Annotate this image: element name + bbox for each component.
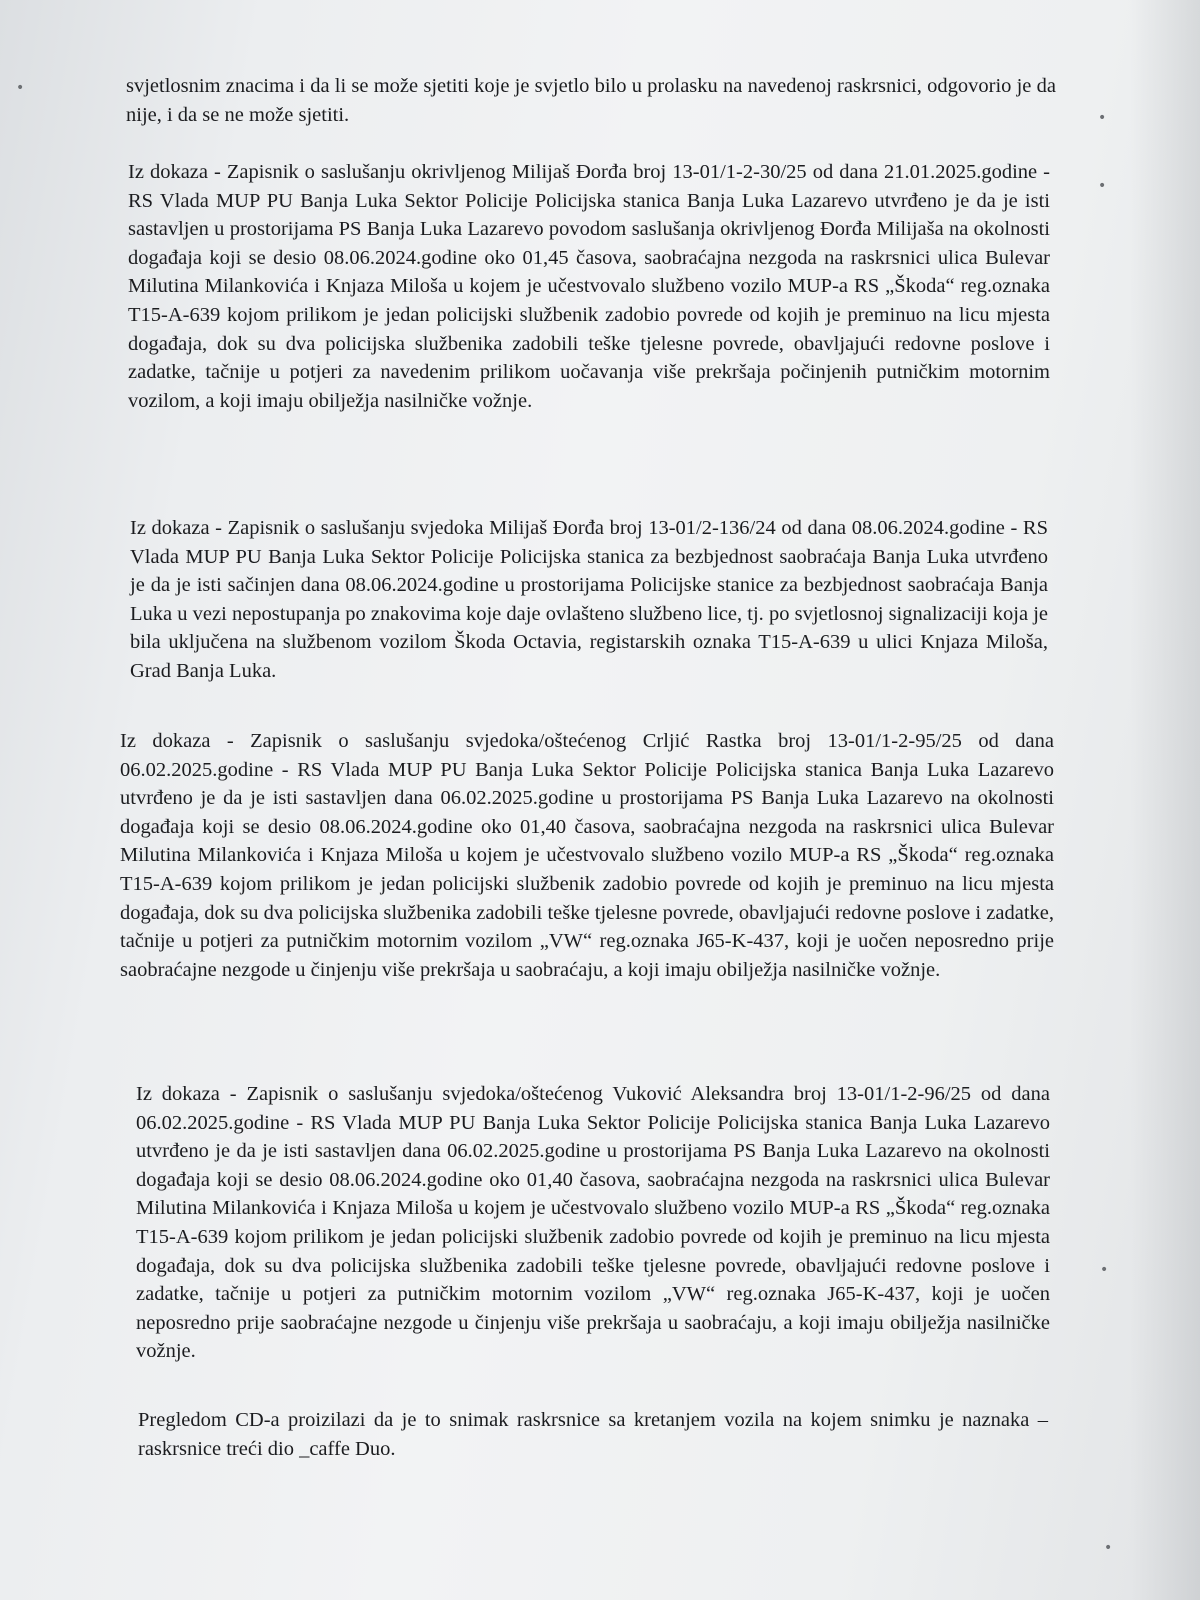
paragraph-cd-review: Pregledom CD-a proizilazi da je to snimak raskrsnice sa kretanjem vozila na kojem snimku je naznaka – raskrsnice treći dio _caffe Duo. (138, 1409, 1048, 1460)
punch-hole-mark: • (1100, 1262, 1109, 1278)
punch-hole-mark: • (1098, 110, 1107, 126)
punch-hole-mark: • (16, 80, 25, 96)
paragraph-evidence-witness-vukovic: Iz dokaza - Zapisnik o saslušanju svjedoka/oštećenog Vuković Aleksandra broj 13-01/1-2-96/25 od dana 06.02.2025.godine - RS Vlada MUP PU Banja Luka Sektor Policije Policijska stanica Banja Luka Lazarevo utvrđeno je da je isti sastavljen dana 06.02.2025.godine u prostorijama PS Banja Luka Lazarevo na okolnosti događaja koji se desio 08.06.2024.godine oko 01,40 časova, saobraćajna nezgoda na raskrsnici ulica Bulevar Milutina Milankovića i Knjaza Miloša u kojem je učestvovalo službeno vozilo MUP-a RS „Škoda“ reg.oznaka T15-A-639 kojom prilikom je jedan policijski službenik zadobio povrede od kojih je preminuo na licu mjesta događaja, dok su dva policijska službenika zadobili teške tjelesne povrede, obavljajući redovne poslove i zadatke, tačnije u potjeri za putničkim motornim vozilom „VW“ reg.oznaka J65-K-437, koji je uočen neposredno prije saobraćajne nezgode u činjenju više prekršaja u saobraćaju, a koji imaju obilježja nasilničke vožnje. (136, 1083, 1050, 1363)
paragraph-evidence-defendant: Iz dokaza - Zapisnik o saslušanju okrivljenog Milijaš Đorđa broj 13-01/1-2-30/25 od dana 21.01.2025.godine - RS Vlada MUP PU Banja Luka Sektor Policije Policijska stanica Banja Luka Lazarevo utvrđeno je da je isti sastavljen u prostorijama PS Banja Luka Lazarevo povodom saslušanja okrivljenog Đorđa Milijaša na okolnosti događaja koji se desio 08.06.2024.godine oko 01,45 časova, saobraćajna nezgoda na raskrsnici ulica Bulevar Milutina Milankovića i Knjaza Miloša u kojem je učestvovalo službeno vozilo MUP-a RS „Škoda“ reg.oznaka T15-A-639 kojom prilikom je jedan policijski službenik zadobio povrede od kojih je preminuo na licu mjesta događaja, dok su dva policijska službenika zadobili teške tjelesne povrede, obavljajući redovne poslove i zadatke, tačnije u potjeri za navedenim prilikom uočavanja više prekršaja počinjenih putničkim motornim vozilom, a koji imaju obilježja nasilničke vožnje. (128, 161, 1050, 412)
paragraph-evidence-witness-crljic: Iz dokaza - Zapisnik o saslušanju svjedoka/oštećenog Crljić Rastka broj 13-01/1-2-95/25 od dana 06.02.2025.godine - RS Vlada MUP PU Banja Luka Sektor Policije Policijska stanica Banja Luka Lazarevo utvrđeno je da je isti sastavljen dana 06.02.2025.godine u prostorijama PS Banja Luka Lazarevo na okolnosti događaja koji se desio 08.06.2024.godine oko 01,40 časova, saobraćajna nezgoda na raskrsnici ulica Bulevar Milutina Milankovića i Knjaza Miloša u kojem je učestvovalo službeno vozilo MUP-a RS „Škoda“ reg.oznaka T15-A-639 kojom prilikom je jedan policijski službenik zadobio povrede od kojih je preminuo na licu mjesta događaja, dok su dva policijska službenika zadobili teške tjelesne povrede, obavljajući redovne poslove i zadatke, tačnije u potjeri za putničkim motornim vozilom „VW“ reg.oznaka J65-K-437, koji je uočen neposredno prije saobraćajne nezgode u činjenju više prekršaja u saobraćaju, a koji imaju obilježja nasilničke vožnje. (120, 730, 1054, 981)
paragraph-evidence-witness-milijas: Iz dokaza - Zapisnik o saslušanju svjedoka Milijaš Đorđa broj 13-01/2-136/24 od dana 08.06.2024.godine - RS Vlada MUP PU Banja Luka Sektor Policije Policijska stanica za bezbjednost saobraćaja Banja Luka utvrđeno je da je isti sačinjen dana 08.06.2024.godine u prostorijama Policijske stanice za bezbjednost saobraćaja Banja Luka u vezi nepostupanja po znakovima koje daje ovlašteno službeno lice, tj. po svjetlosnoj signalizaciji koja je bila uključena na službenom vozilom Škoda Octavia, registarskih oznaka T15-A-639 u ulici Knjaza Miloša, Grad Banja Luka. (130, 517, 1048, 682)
punch-hole-mark: • (1098, 178, 1107, 194)
punch-hole-mark: • (1104, 1540, 1113, 1556)
paragraph-intro: svjetlosnim znacima i da li se može sjetiti koje je svjetlo bilo u prolasku na navedenoj raskrsnici, odgovorio je da nije, i da se ne može sjetiti. (126, 75, 1056, 126)
